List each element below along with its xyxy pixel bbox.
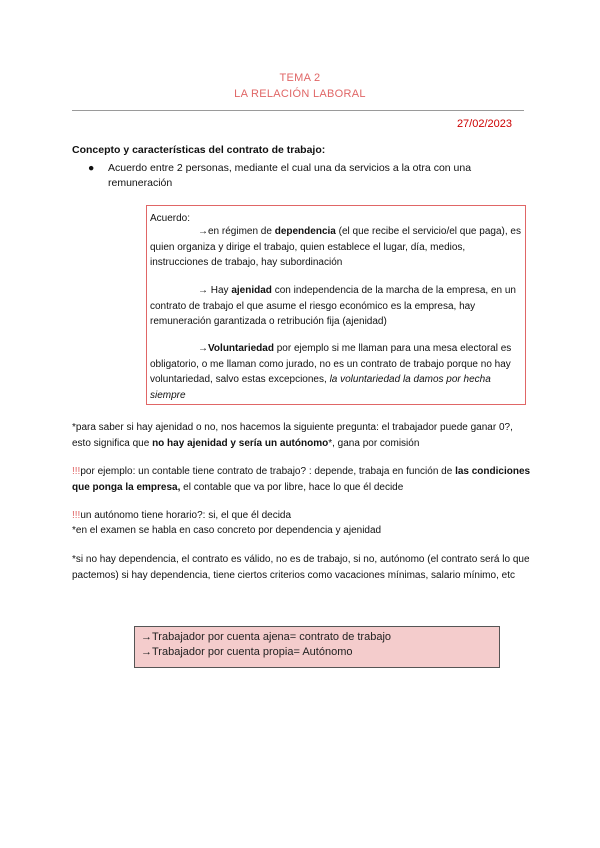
note-contable-text: por ejemplo: un contable tiene contrato de trabajo? : depende, trabaja en función de xyxy=(80,466,456,477)
dependencia-lead: →en régimen de xyxy=(198,226,275,237)
doc-subtitle: LA RELACIÓN LABORAL xyxy=(234,88,366,100)
note-examen: *en el examen se habla en caso concreto por dependencia y ajenidad xyxy=(72,525,382,536)
ajenidad-text: con independencia de la marcha de la empresa, en un contrato de trabajo el que asume el riesgo económico es la empresa, hay remuneración garantizada o retribución fija (ajenidad) xyxy=(150,285,516,327)
note-dependencia: *si no hay dependencia, el contrato es válido, no es de trabajo, si no, autónomo (el contrato será lo que pactemos) si hay dependencia, tiene ciertos criterios como vacaciones mínimas, salario mínimo, etc xyxy=(72,554,530,581)
doc-date: 27/02/2023 xyxy=(456,118,512,130)
summary-line-ajena: →Trabajador por cuenta ajena= contrato de trabajo xyxy=(141,631,392,643)
exclamation-marks: !!! xyxy=(72,510,81,521)
dependencia-term: dependencia xyxy=(274,226,336,237)
header-divider xyxy=(72,110,524,111)
exclamation-marks: !!! xyxy=(72,466,81,477)
ajenidad-lead: → Hay xyxy=(198,285,232,296)
note-contable-bold: las condiciones que ponga la empresa, xyxy=(72,466,531,493)
summary-line-propia: →Trabajador por cuenta propia= Autónomo xyxy=(141,646,353,658)
summary-highlight-box xyxy=(134,626,500,668)
ajenidad-term: ajenidad xyxy=(231,285,272,296)
note-contable xyxy=(72,464,532,495)
bullet-text: Acuerdo entre 2 personas, mediante el cual una da servicios a la otra con una remuneración xyxy=(108,162,472,189)
voluntariedad-lead: → xyxy=(198,343,208,354)
voluntariedad-italic: la voluntariedad la damos por hecha siempre xyxy=(150,374,491,401)
note-horario-text: un autónomo tiene horario?: si, el que él decida xyxy=(80,510,292,521)
dependencia-text: (el que recibe el servicio/el que paga), es quien organiza y dirige el trabajo, quien establece el lugar, día, medios, instrucciones de trabajo, hay subordinación xyxy=(150,226,521,268)
voluntariedad-term: Voluntariedad xyxy=(208,343,274,354)
doc-topic: TEMA 2 xyxy=(279,72,321,84)
note-contable-end: el contable que va por libre, hace lo que él decide xyxy=(180,481,404,493)
voluntariedad-paragraph xyxy=(150,341,522,403)
section-title: Concepto y características del contrato de trabajo: xyxy=(72,144,326,156)
bullet-dot: ● xyxy=(88,162,95,174)
note-horario xyxy=(72,508,532,524)
note-ajenidad-text: *para saber si hay ajenidad o no, nos hacemos la siguiente pregunta: el trabajador puede ganar 0?, esto significa que xyxy=(72,422,513,449)
voluntariedad-text: por ejemplo si me llaman para una mesa electoral es obligatorio, o me llaman como jurado, no es un contrato de trabajo porque no hay voluntariedad, salvo estas excepciones, xyxy=(150,343,512,385)
dependencia-paragraph xyxy=(150,224,522,271)
note-ajenidad xyxy=(72,420,532,451)
ajenidad-paragraph xyxy=(150,283,522,330)
note-ajenidad-end: *, gana por comisión xyxy=(328,437,420,449)
agreement-label: Acuerdo: xyxy=(150,213,191,224)
note-ajenidad-bold: no hay ajenidad y sería un autónomo xyxy=(152,437,329,449)
